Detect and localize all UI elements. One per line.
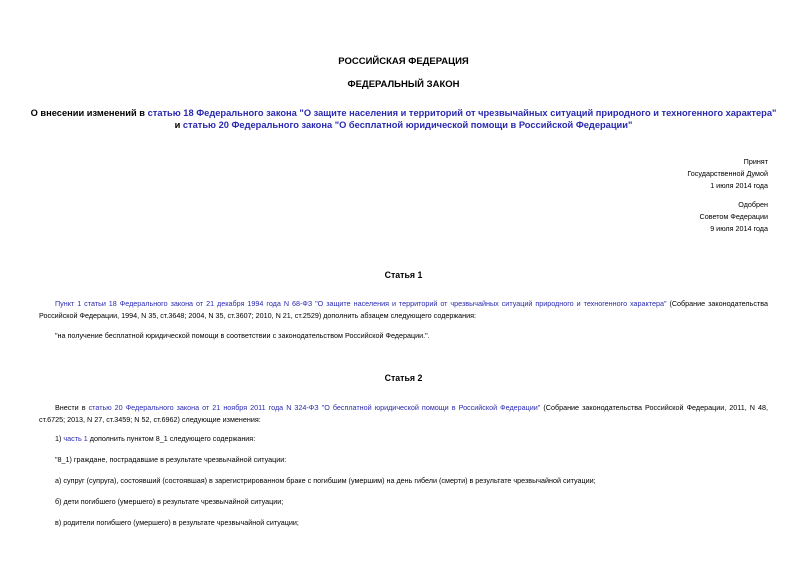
country-heading: РОССИЙСКАЯ ФЕДЕРАЦИЯ [338,56,469,67]
title-link-article-18[interactable]: статью 18 Федерального закона "О защите населения и территорий от чрезвычайных ситуаций природного и техногенного характера" [147,108,777,118]
adopted-body: Государственной Думой [687,169,768,178]
article-2-intro-prefix: Внести в [55,403,89,412]
item-1 [55,434,255,443]
article-1-text: (Собрание законодательства Российской Федерации, 1994, N 35, ст.3648; 2004, N 35, ст.3607; 2010, N 21, ст.2529) дополнить абзацем следующего содержания: [39,299,768,320]
article-1-paragraph [39,298,768,321]
article-1-heading: Статья 1 [384,270,423,280]
item-8-1: "8_1) граждане, пострадавшие в результате чрезвычайной ситуации: [55,455,287,464]
article-2-intro-text: (Собрание законодательства Российской Федерации, 2011, N 48, ст.6725; 2013, N 27, ст.3459; N 52, ст.6962) следующие изменения: [39,403,768,424]
article-1-link[interactable]: Пункт 1 статьи 18 Федерального закона от 21 декабря 1994 года N 68-ФЗ "О защите населения и территорий от чрезвычайных ситуаций природного и техногенного характера" [55,299,667,308]
title-link-article-20[interactable]: статью 20 Федерального закона "О бесплатной юридической помощи в Российской Федерации" [182,120,633,130]
item-1-prefix: 1) [55,434,64,443]
title-prefix: О внесении изменений в [30,108,148,118]
article-1-quote: "на получение бесплатной юридической помощи в соответствии с законодательством Российской Федерации.". [55,331,430,340]
article-2-link[interactable]: статью 20 Федерального закона от 21 ноября 2011 года N 324-ФЗ "О бесплатной юридической помощи в Российской Федерации" [88,403,541,412]
approved-date: 9 июля 2014 года [710,224,768,233]
law-title [30,107,777,131]
item-c: в) родители погибшего (умершего) в результате чрезвычайной ситуации; [55,518,299,527]
approved-block [700,199,768,235]
approved-body: Советом Федерации [699,212,768,221]
item-b: б) дети погибшего (умершего) в результате чрезвычайной ситуации; [55,497,284,506]
adopted-date: 1 июля 2014 года [710,181,768,190]
item-a: а) супруг (супруга), состоявший (состоявшая) в зарегистрированном браке с погибшим (умершим) на день гибели (смерти) в результате чрезвычайной ситуации; [55,476,596,485]
title-mid: и [174,120,183,130]
article-2-intro [39,402,768,425]
law-type-heading: ФЕДЕРАЛЬНЫЙ ЗАКОН [347,79,460,90]
item-1-link[interactable]: часть 1 [63,434,88,443]
article-2-heading: Статья 2 [384,373,423,383]
approved-label: Одобрен [738,200,768,209]
adopted-block [687,156,768,192]
adopted-label: Принят [743,157,768,166]
item-1-text: дополнить пунктом 8_1 следующего содержания: [87,434,256,443]
